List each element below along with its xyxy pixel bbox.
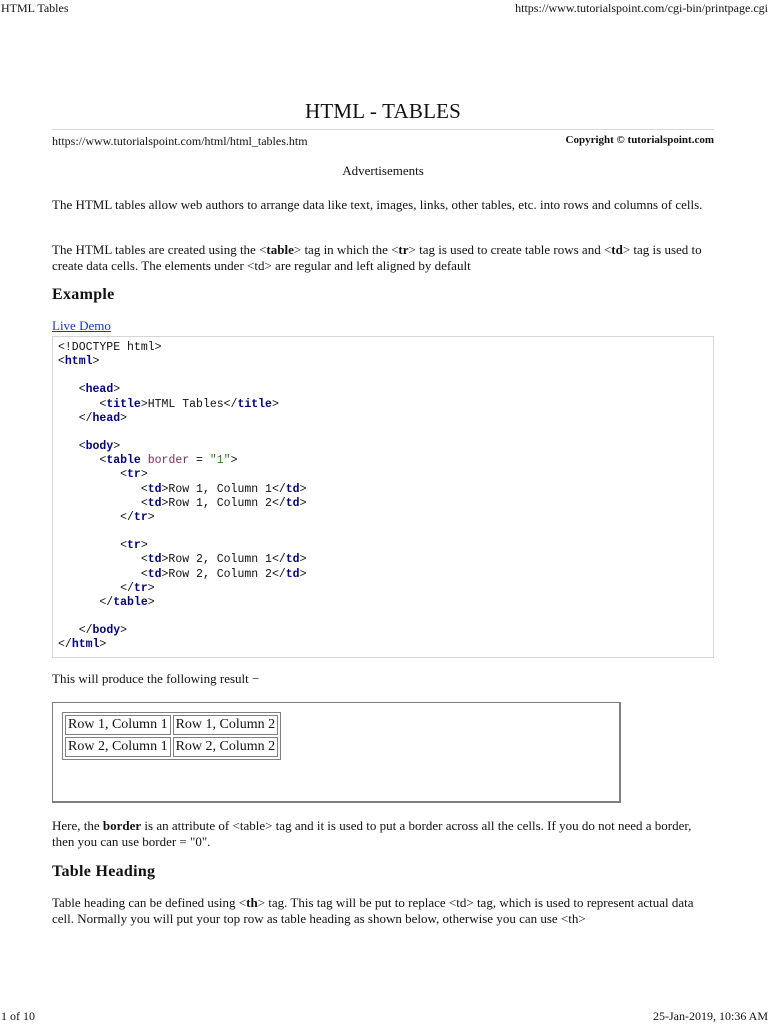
- example-heading: Example: [52, 286, 115, 303]
- code-value: "1": [209, 454, 231, 468]
- code-tag: head: [85, 383, 114, 397]
- code-tag: body: [85, 440, 114, 454]
- border-paragraph: Here, the border is an attribute of <table> tag and it is used to put a border across all the cells. If you do not need a border, then you can use border = "0".: [52, 818, 692, 849]
- code-text: >: [99, 638, 107, 652]
- code-text: >: [92, 355, 100, 369]
- code-line: [58, 497, 306, 510]
- table-heading-paragraph: Table heading can be defined using <th> tag. This tag will be put to replace <td> tag, which is used to represent actual data cell. Normally you will put your top row as table heading as shown below, otherwise you can use <th>: [52, 895, 694, 926]
- code-text: >: [113, 383, 121, 397]
- print-header: [0, 0, 768, 18]
- code-text: <: [58, 539, 128, 553]
- table-row: [65, 715, 278, 735]
- article-url: https://www.tutorialspoint.com/html/html_tables.htm: [52, 134, 308, 148]
- code-text: <: [58, 496, 148, 510]
- code-line: [58, 638, 106, 651]
- result-intro: This will produce the following result −: [52, 671, 260, 686]
- code-text: <!DOCTYPE html>: [58, 341, 162, 354]
- code-text: <: [58, 397, 107, 411]
- table-cell: Row 1, Column 1: [65, 715, 171, 735]
- code-tag: html: [71, 638, 100, 652]
- code-text: <: [58, 468, 128, 482]
- code-text: <: [58, 454, 107, 468]
- code-tag: td: [285, 482, 300, 496]
- code-tag: td: [147, 496, 162, 510]
- code-tag: td: [285, 553, 300, 567]
- code-line: [58, 568, 306, 581]
- code-tag: td: [285, 496, 300, 510]
- code-line: [58, 582, 155, 595]
- code-tag: td: [147, 567, 162, 581]
- code-tag: td: [285, 567, 300, 581]
- code-text: >: [271, 397, 279, 411]
- code-tag: tr: [133, 510, 148, 524]
- code-tag: title: [237, 397, 272, 411]
- code-text: <: [58, 482, 148, 496]
- code-text: >: [299, 553, 307, 567]
- advertisements-label: Advertisements: [342, 163, 424, 178]
- table-cell: Row 2, Column 1: [65, 737, 171, 757]
- code-text: >: [147, 581, 155, 595]
- code-text: >Row 1, Column 1</: [161, 482, 286, 496]
- code-text: >: [120, 411, 128, 425]
- code-line: [58, 539, 148, 552]
- result-output: [52, 702, 621, 803]
- intro-paragraph-2: The HTML tables are created using the <table> tag in which the <tr> tag is used to create table rows and <td> tag is used to create data cells. The elements under <td> are regular and left aligned by default: [52, 242, 702, 273]
- code-text: >: [113, 440, 121, 454]
- code-text: >: [120, 624, 128, 638]
- copyright-notice: Copyright © tutorialspoint.com: [565, 134, 714, 146]
- code-line: [58, 454, 238, 467]
- code-tag: table: [106, 454, 141, 468]
- code-text: <: [58, 440, 86, 454]
- code-text: >Row 2, Column 1</: [161, 553, 286, 567]
- page-title: HTML - TABLES: [304, 99, 462, 123]
- code-text: <: [58, 553, 148, 567]
- table-heading-title: Table Heading: [52, 863, 156, 880]
- code-tag: table: [113, 595, 148, 609]
- code-tag: title: [106, 397, 141, 411]
- live-demo-link[interactable]: Live Demo: [52, 318, 111, 333]
- code-line: [58, 511, 155, 524]
- table-cell: Row 1, Column 2: [173, 715, 279, 735]
- code-line: [58, 468, 148, 481]
- code-line: [58, 596, 155, 609]
- code-text: <: [58, 567, 148, 581]
- code-text: </: [58, 510, 134, 524]
- code-text: <: [58, 355, 65, 369]
- code-line: [58, 624, 127, 637]
- code-text: >: [299, 496, 307, 510]
- code-line: [58, 398, 279, 411]
- print-header-title: HTML Tables: [1, 1, 69, 15]
- code-text: >: [299, 482, 307, 496]
- code-line: [58, 483, 306, 496]
- code-tag: td: [147, 553, 162, 567]
- code-text: >: [140, 468, 148, 482]
- code-line: [58, 355, 99, 368]
- code-tag: body: [92, 624, 121, 638]
- code-tag: tr: [127, 539, 141, 553]
- code-text: >HTML Tables</: [140, 397, 238, 411]
- code-tag: html: [64, 355, 93, 369]
- code-text: >Row 1, Column 2</: [161, 496, 286, 510]
- code-tag: tr: [133, 581, 148, 595]
- code-text: >: [230, 454, 238, 468]
- code-text: >: [147, 510, 155, 524]
- code-text: </: [58, 624, 93, 638]
- code-line: [58, 383, 120, 396]
- code-text: </: [58, 638, 72, 652]
- code-line: [58, 440, 120, 453]
- print-header-url: https://www.tutorialspoint.com/cgi-bin/printpage.cgi: [515, 1, 768, 15]
- code-text: <: [58, 383, 86, 397]
- code-example: [52, 336, 714, 658]
- code-text: =: [189, 454, 210, 468]
- code-text: >: [147, 595, 155, 609]
- code-attribute: border: [147, 454, 190, 468]
- code-text: >: [299, 567, 307, 581]
- code-tag: head: [92, 411, 121, 425]
- code-text: >Row 2, Column 2</: [161, 567, 286, 581]
- code-line: [58, 553, 306, 566]
- table-row: [65, 737, 278, 757]
- code-text: >: [140, 539, 148, 553]
- table-cell: Row 2, Column 2: [173, 737, 279, 757]
- code-line: [58, 412, 127, 425]
- code-text: [141, 454, 148, 467]
- code-text: </: [58, 595, 114, 609]
- code-text: </: [58, 411, 93, 425]
- code-block: [53, 337, 713, 652]
- code-text: </: [58, 581, 134, 595]
- article-meta: [52, 129, 714, 148]
- intro-paragraph-1: The HTML tables allow web authors to arrange data like text, images, links, other tables, etc. into rows and columns of cells.: [52, 197, 703, 212]
- code-line: [58, 341, 162, 354]
- print-date: 25-Jan-2019, 10:36 AM: [653, 1009, 768, 1023]
- result-table: [62, 712, 281, 760]
- code-tag: td: [147, 482, 162, 496]
- page-counter: 1 of 10: [1, 1009, 35, 1023]
- code-tag: tr: [127, 468, 141, 482]
